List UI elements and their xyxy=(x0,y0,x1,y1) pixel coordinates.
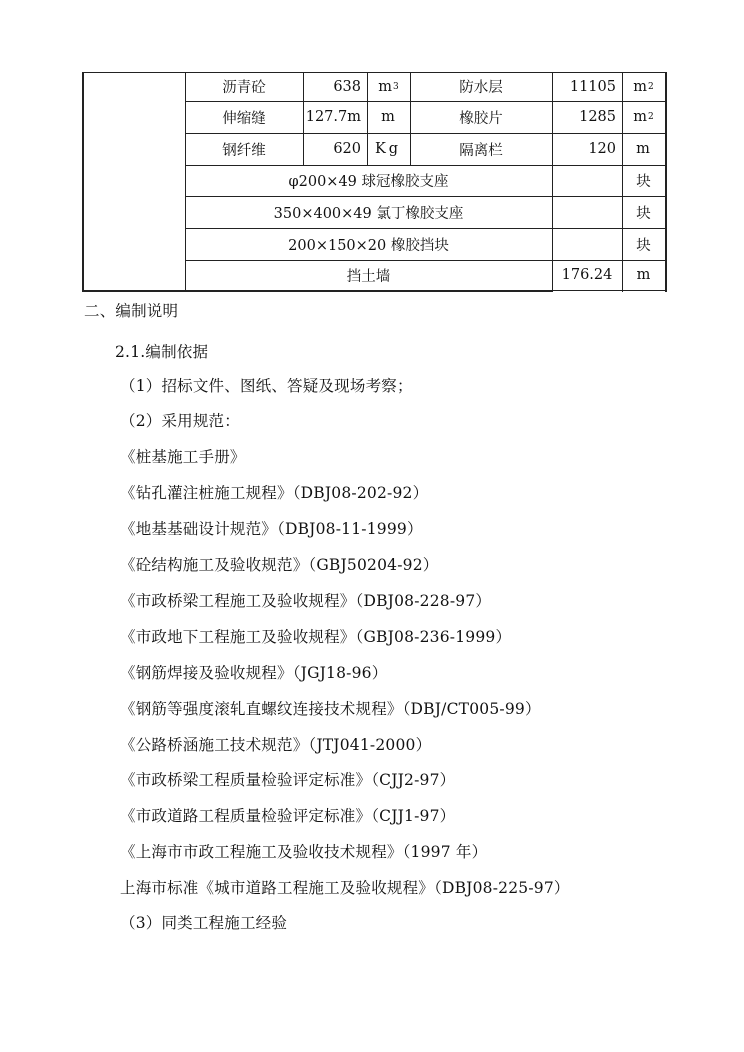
cell-item-wide: φ200×49 球冠橡胶支座 xyxy=(288,174,449,190)
standard-item: 《砼结构施工及验收规范》（GBJ50204-92） xyxy=(120,556,439,574)
cell-unit: m xyxy=(636,267,651,283)
cell-item: 伸缩缝 xyxy=(222,110,266,127)
list-item: （3）同类工程施工经验 xyxy=(120,914,288,932)
table-border-right xyxy=(665,72,667,292)
standard-item: 《市政地下工程施工及验收规程》（GBJ08-236-1999） xyxy=(120,628,512,646)
standard-item: 《钻孔灌注桩施工规程》（DBJ08-202-92） xyxy=(120,484,429,502)
table-border-bottom xyxy=(82,290,552,292)
standard-item: 《钢筋等强度滚轧直螺纹连接技术规程》（DBJ/CT005-99） xyxy=(120,700,541,718)
cell-item: 沥青砼 xyxy=(222,80,266,96)
standard-item: 《钢筋焊接及验收规程》（JGJ18-96） xyxy=(120,664,388,682)
cell-unit: Kg xyxy=(374,141,402,157)
cell-unit: m 2 xyxy=(633,78,654,95)
cell-unit: m 3 xyxy=(378,78,399,95)
cell-item: 橡胶片 xyxy=(459,110,503,127)
cell-item: 隔离栏 xyxy=(459,142,503,159)
cell-unit: m xyxy=(636,141,650,157)
cell-qty: 638 xyxy=(333,78,361,95)
cell-unit: 块 xyxy=(636,174,651,190)
cell-item: 防水层 xyxy=(459,80,503,96)
cell-qty: 120 xyxy=(588,141,616,157)
standard-item: 《桩基施工手册》 xyxy=(120,448,246,466)
cell-qty: 176.24 xyxy=(561,267,613,283)
cell-qty xyxy=(552,196,622,228)
cell-qty: 11105 xyxy=(569,78,616,95)
standard-item: 《地基基础设计规范》（DBJ08-11-1999） xyxy=(120,520,423,538)
cell-item-wide: 挡土墙 xyxy=(346,268,391,285)
subsection-title: 2.1.编制依据 xyxy=(115,343,209,361)
cell-qty: 127.7m xyxy=(305,109,361,125)
cell-item-wide: 350×400×49 氯丁橡胶支座 xyxy=(273,205,464,222)
cell-item-wide: 200×150×20 橡胶挡块 xyxy=(288,237,449,254)
cell-unit: 块 xyxy=(636,205,651,222)
standard-item: 上海市标准《城市道路工程施工及验收规程》（DBJ08-225-97） xyxy=(120,879,570,897)
cell-item: 钢纤维 xyxy=(222,142,266,159)
cell-unit: m 2 xyxy=(633,109,654,125)
list-item: （1）招标文件、图纸、答疑及现场考察； xyxy=(120,377,413,395)
table-border-bottom xyxy=(552,290,665,291)
cell-unit: 块 xyxy=(636,237,651,254)
cell-qty: 1285 xyxy=(579,109,616,125)
list-item: （2）采用规范： xyxy=(120,412,240,430)
standard-item: 《市政桥梁工程施工及验收规程》（DBJ08-228-97） xyxy=(120,592,492,610)
quantities-table xyxy=(0,0,744,300)
cell-qty xyxy=(552,228,622,260)
cell-unit: m xyxy=(381,109,395,125)
standard-item: 《公路桥涵施工技术规范》（JTJ041-2000） xyxy=(120,736,432,754)
cell-qty xyxy=(552,165,622,196)
table-border-left xyxy=(82,72,84,292)
section-title: 二、编制说明 xyxy=(84,302,179,320)
standard-item: 《市政道路工程质量检验评定标准》（CJJ1-97） xyxy=(120,807,456,825)
standard-item: 《市政桥梁工程质量检验评定标准》（CJJ2-97） xyxy=(120,771,456,789)
standard-item: 《上海市市政工程施工及验收技术规程》（1997 年） xyxy=(120,843,488,861)
cell-qty: 620 xyxy=(333,141,361,157)
